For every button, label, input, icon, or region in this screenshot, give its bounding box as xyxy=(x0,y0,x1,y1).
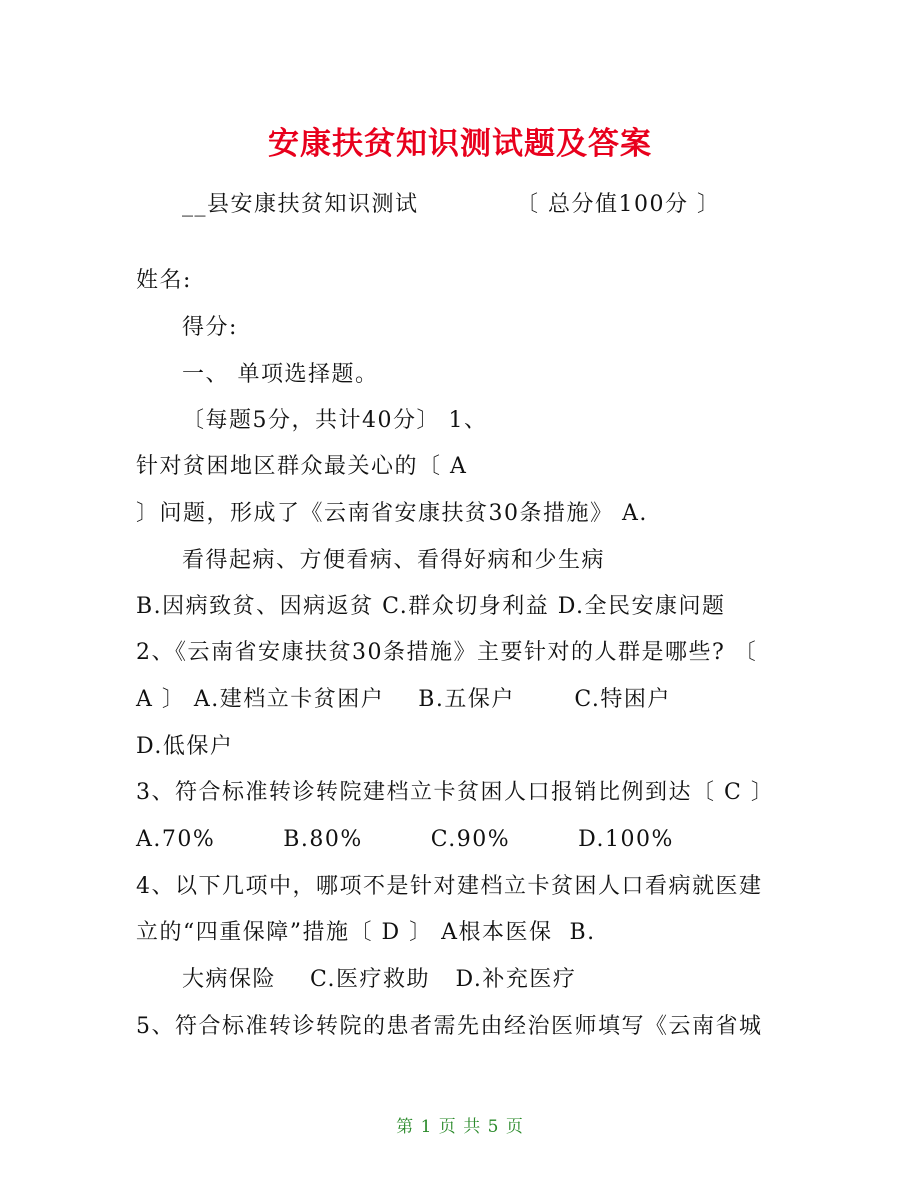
answer-option-line: D.低保户 xyxy=(136,734,234,759)
question-text-line: 针对贫困地区群众最关心的〔 A xyxy=(136,454,468,479)
question-text-line: 〕问题，形成了《云南省安康扶贫30条措施》 A. xyxy=(136,501,648,526)
answer-option-line: B.因病致贫、因病返贫 C.群众切身利益 D.全民安康问题 xyxy=(136,594,726,619)
total-score-note: 〔 总分值100分 〕 xyxy=(516,192,721,217)
answer-option-line: A.70% B.80% C.90% D.100% xyxy=(136,827,674,852)
test-heading: __县安康扶贫知识测试 xyxy=(182,192,419,217)
section-heading: 一、 单项选择题。 xyxy=(182,362,379,387)
name-field-label: 姓名: xyxy=(136,268,192,293)
question-text-line: 立的“四重保障”措施〔 D 〕 A根本医保 B. xyxy=(136,920,596,945)
answer-option-line: 大病保险 C.医疗救助 D.补充医疗 xyxy=(182,967,577,992)
document-title: 安康扶贫知识测试题及答案 xyxy=(268,126,652,162)
question-text-line: 3、符合标准转诊转院建档立卡贫困人口报销比例到达〔 C 〕 xyxy=(136,780,775,805)
question-text-line: 2、《云南省安康扶贫30条措施》主要针对的人群是哪些? 〔 xyxy=(136,640,758,665)
answer-option-line: 看得起病、方便看病、看得好病和少生病 xyxy=(182,548,606,573)
question-text-line: 4、以下几项中，哪项不是针对建档立卡贫困人口看病就医建 xyxy=(136,874,763,899)
section-scoring-note: 〔每题5分，共计40分〕 1、 xyxy=(182,408,488,433)
page-number-footer: 第 1 页 共 5 页 xyxy=(396,1117,524,1137)
question-text-line: 5、符合标准转诊转院的患者需先由经治医师填写《云南省城 xyxy=(136,1014,763,1039)
answer-option-line: A 〕 A.建档立卡贫困户 B.五保户 C.特困户 xyxy=(136,687,671,712)
score-field-label: 得分: xyxy=(182,315,238,340)
